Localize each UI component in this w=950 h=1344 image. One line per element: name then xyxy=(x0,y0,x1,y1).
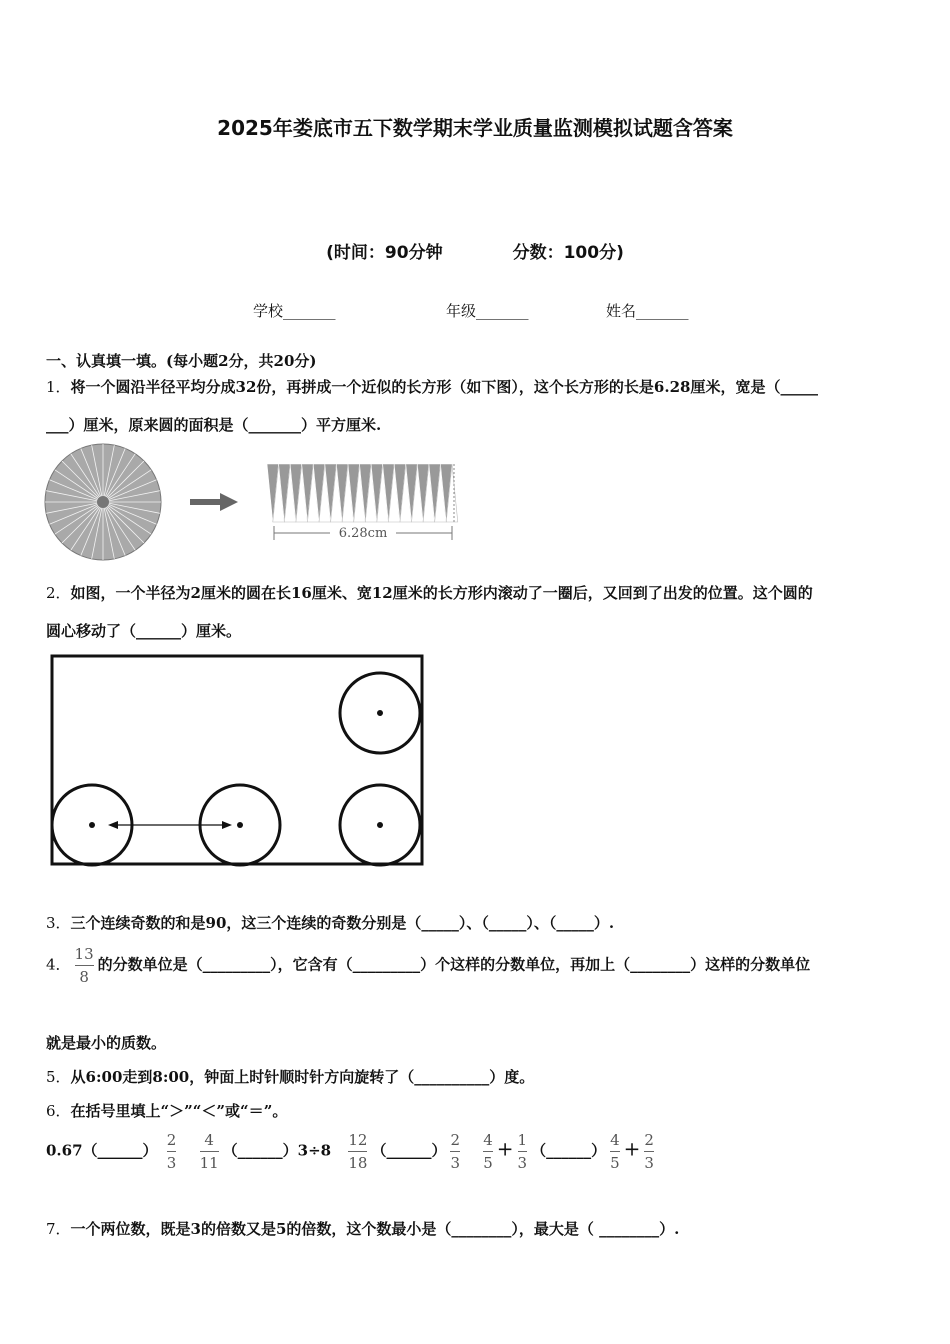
question-2 xyxy=(46,582,813,603)
fraction-12-18: $\frac{12}{18}$ xyxy=(348,1131,368,1172)
comparison-c-mid: （______） xyxy=(371,1141,447,1160)
page-title: 2025年娄底市五下数学期末学业质量监测模拟试题含答案 xyxy=(217,116,733,140)
dimension-label: 6.28cm xyxy=(338,526,388,541)
question-3 xyxy=(46,912,614,933)
fraction-13-8 xyxy=(75,944,94,987)
rectangle-frame xyxy=(52,656,422,864)
grade-field[interactable]: 年级_______ xyxy=(446,302,529,320)
question-1-line1: 将一个圆沿半径平均分成32份，再拼成一个近似的长方形（如下图），这个长方形的长是6.28厘米，宽是（_____ xyxy=(70,378,818,396)
question-7-text: 一个两位数，既是3的倍数又是5的倍数，这个数最小是（________），最大是（ ________）. xyxy=(70,1220,680,1238)
question-number: 2． xyxy=(46,584,71,602)
question-1 xyxy=(46,376,818,397)
question-1-line2: ___）厘米，原来圆的面积是（_______）平方厘米. xyxy=(46,416,382,434)
numerator: 13 xyxy=(74,945,94,963)
circle-center xyxy=(237,822,243,828)
circle-center xyxy=(97,496,109,508)
question-6 xyxy=(46,1100,287,1121)
plus-sign: + xyxy=(496,1136,514,1161)
fraction-2-3: $\frac{2}{3}$ xyxy=(450,1131,460,1172)
arrow-head-right-icon xyxy=(222,821,232,829)
comparison-d-mid: （______） xyxy=(531,1141,607,1160)
fraction-4-5: $\frac{4}{5}$ xyxy=(483,1131,493,1172)
comparison-row xyxy=(46,1130,658,1173)
question-7 xyxy=(46,1218,679,1239)
question-6-text: 在括号里填上“＞”“＜”或“＝”。 xyxy=(70,1102,288,1120)
plus-sign: + xyxy=(623,1136,641,1161)
question-number: 3． xyxy=(46,914,71,932)
section-heading: 一、认真填一填。(每小题2分，共20分) xyxy=(46,352,317,370)
q2-figure xyxy=(48,652,428,870)
question-5-text: 从6:00走到8:00，钟面上时针顺时针方向旋转了（__________）度。 xyxy=(70,1068,535,1086)
fraction-4-11: $\frac{4}{11}$ xyxy=(199,1131,219,1172)
fraction-1-3: $\frac{1}{3}$ xyxy=(517,1131,528,1172)
circle-center xyxy=(89,822,95,828)
exam-time: (时间：90分钟 xyxy=(326,243,443,263)
fraction-2-3: $\frac{2}{3}$ xyxy=(644,1131,654,1172)
question-4-line2: 就是最小的质数。 xyxy=(46,1034,167,1052)
question-4-text: 的分数单位是（_________），它含有（_________）个这样的分数单位，再加上（________）这样的分数单位 xyxy=(97,955,811,974)
question-2-line2: 圆心移动了（______）厘米。 xyxy=(46,622,242,640)
school-field[interactable]: 学校_______ xyxy=(253,302,336,320)
arrow-head-left-icon xyxy=(108,821,118,829)
fraction-4-5: $\frac{4}{5}$ xyxy=(610,1131,620,1172)
question-5 xyxy=(46,1066,534,1087)
comparison-a-left: 0.67（______） xyxy=(46,1141,158,1160)
divided-circle xyxy=(45,444,161,560)
arrow-right-icon xyxy=(190,493,238,511)
fraction-2-3: $\frac{2}{3}$ xyxy=(166,1131,177,1172)
question-number: 4． xyxy=(46,955,71,974)
question-number: 6． xyxy=(46,1102,71,1120)
comparison-b-mid: （______）3÷8 xyxy=(222,1141,332,1160)
sector-rectangle xyxy=(267,464,458,522)
exam-meta xyxy=(0,238,950,263)
question-number: 1． xyxy=(46,378,71,396)
question-number: 7． xyxy=(46,1220,71,1238)
circle-center xyxy=(377,822,383,828)
q1-figure xyxy=(40,440,460,565)
question-3-text: 三个连续奇数的和是90，这三个连续的奇数分别是（_____）、（_____）、（_____）. xyxy=(70,914,615,932)
question-number: 5． xyxy=(46,1068,71,1086)
name-field[interactable]: 姓名_______ xyxy=(606,302,689,320)
question-4 xyxy=(46,944,810,987)
denominator: 8 xyxy=(79,968,89,986)
circle-center xyxy=(377,710,383,716)
question-2-line1: 如图，一个半径为2厘米的圆在长16厘米、宽12厘米的长方形内滚动了一圈后，又回到了出发的位置。这个圆的 xyxy=(70,584,813,602)
exam-score: 分数：100分) xyxy=(512,243,624,263)
